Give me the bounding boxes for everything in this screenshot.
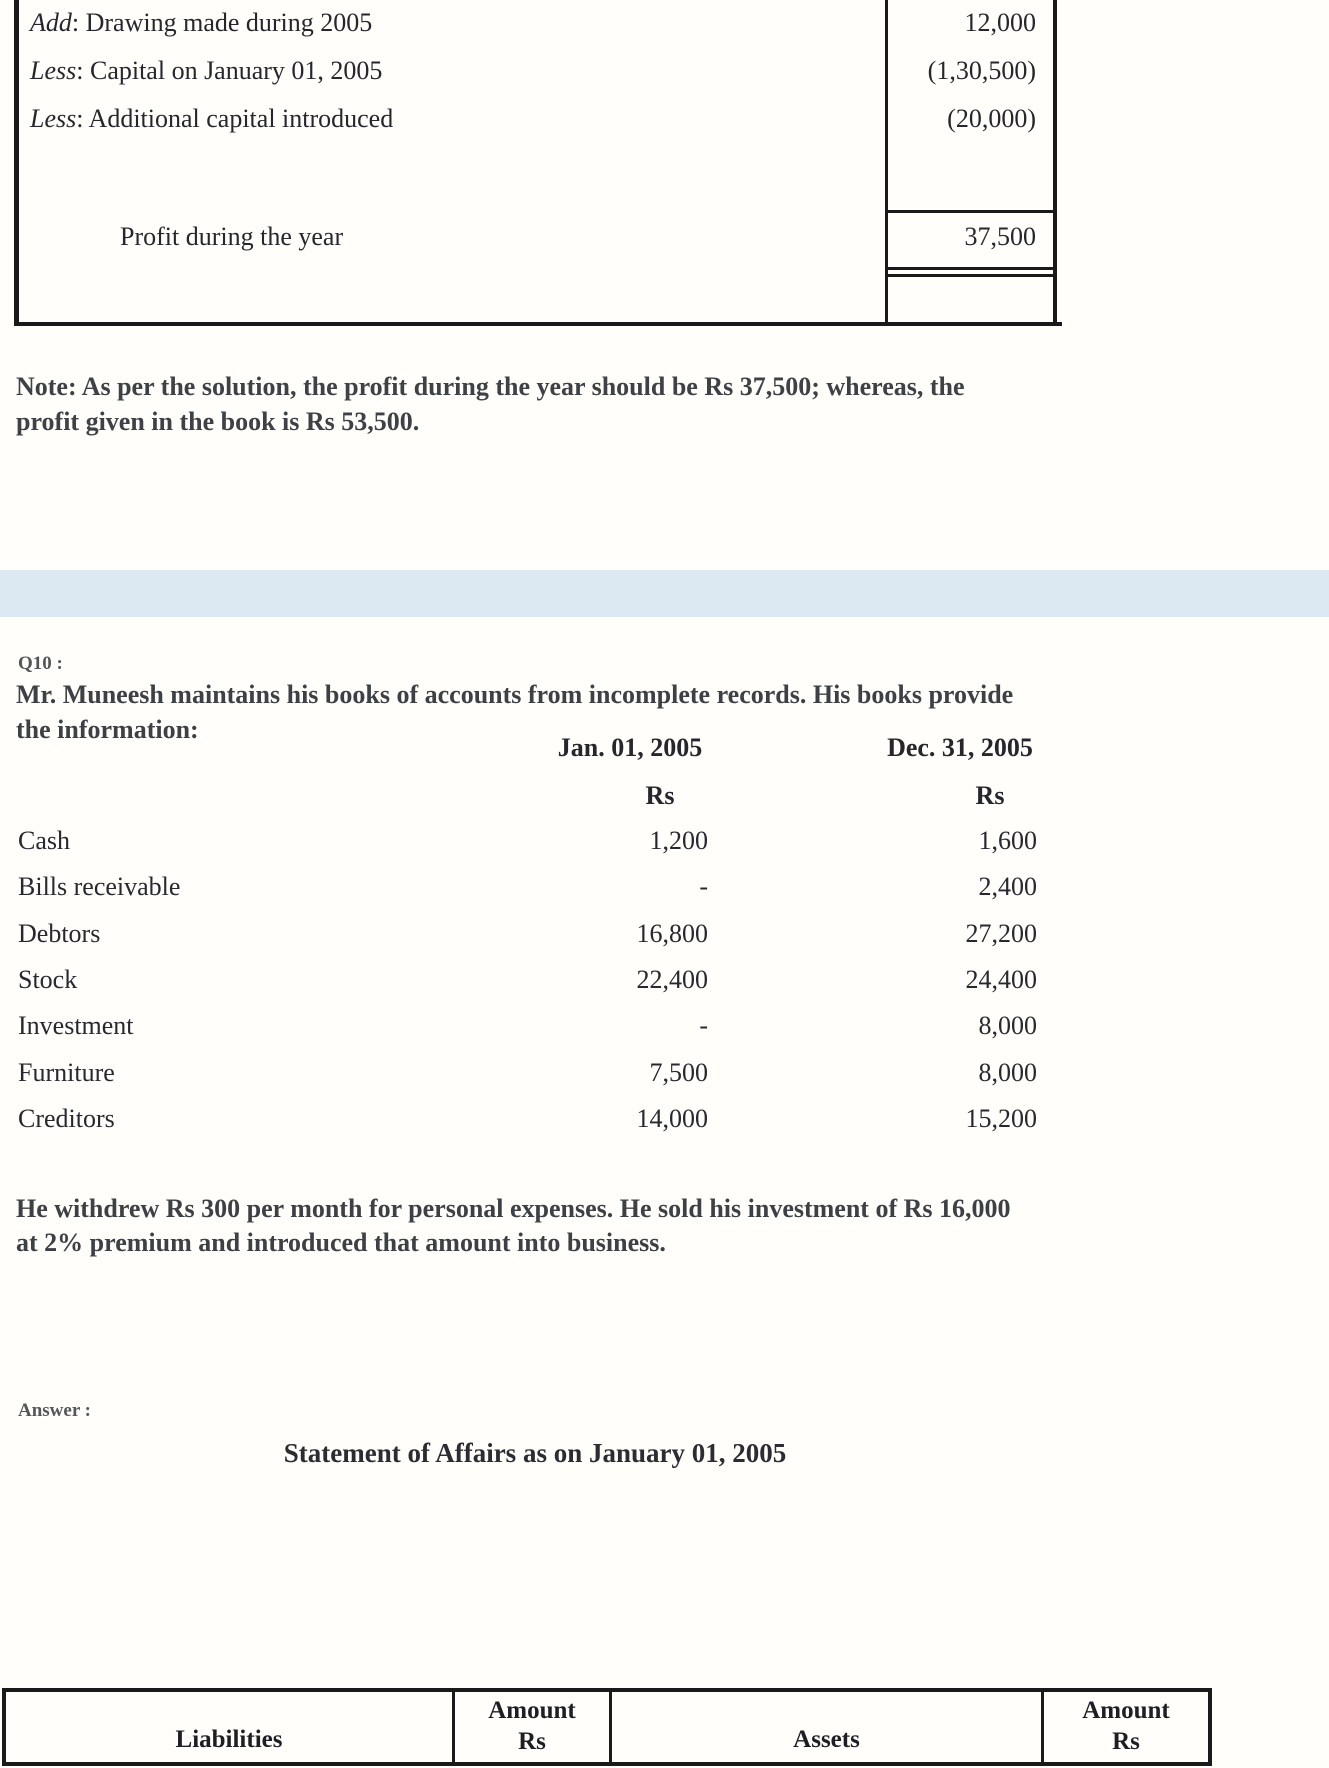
row-text: : Capital on January 01, 2005 [76,56,383,85]
info-row-jan-value: - [699,1011,708,1040]
info-row-label: Furniture [18,1058,115,1087]
info-row-label: Stock [18,965,78,994]
info-row-jan-value: 16,800 [636,919,708,948]
header-amount-rs-left [455,1695,609,1758]
solution-row-label [30,56,382,86]
solution-row-label [30,104,393,134]
info-row-label: Investment [18,1011,134,1040]
question-number: Q10 : [18,653,63,674]
statement-header-amount-left-cell [452,1692,609,1762]
solution-row-amount: (20,000) [947,104,1036,133]
info-row-jan-value: - [699,872,708,901]
info-row-label: Cash [18,826,70,855]
amount-column-rule-bottom-2 [885,274,1057,277]
info-row-dec-value: 27,200 [965,919,1037,948]
profit-row-label: Profit during the year [120,222,344,251]
row-text: : Drawing made during 2005 [71,8,373,37]
info-row-dec-value: 8,000 [978,1011,1037,1040]
info-row-jan-value: 1,200 [649,826,708,855]
header-amount-rs-right [1044,1695,1208,1758]
info-row-dec-value: 24,400 [965,965,1037,994]
solution-row-label [30,8,372,38]
section-separator-band [0,570,1329,617]
column-header-dec: Dec. 31, 2005 [887,733,1033,762]
info-row-label: Creditors [18,1104,115,1133]
currency-header-dec: Rs [975,781,1005,810]
row-prefix: Add [30,8,72,37]
profit-row-amount: 37,500 [964,222,1036,251]
header-rs-left: Rs [518,1728,546,1756]
statement-title: Statement of Affairs as on January 01, 2005 [283,1438,787,1468]
header-amount-left: Amount [488,1697,576,1724]
note-text-line1: Note: As per the solution, the profit during the year should be Rs 37,500; whereas, the [16,372,965,401]
solution-row-amount: 12,000 [964,8,1036,37]
currency-header-jan: Rs [645,781,675,810]
note-text-line2: profit given in the book is Rs 53,500. [16,407,420,436]
header-rs-right: Rs [1112,1728,1140,1756]
solution-row-amount: (1,30,500) [927,56,1036,85]
statement-header-assets-cell [609,1692,1041,1762]
statement-header-liabilities-cell [6,1692,452,1762]
row-text: : Additional capital introduced [76,104,394,133]
info-row-dec-value: 1,600 [978,826,1037,855]
header-assets: Assets [793,1726,860,1753]
additional-info-line1: He withdrew Rs 300 per month for personal expenses. He sold his investment of Rs 16,000 [16,1194,1011,1223]
answer-label: Answer : [18,1400,92,1421]
info-row-dec-value: 15,200 [965,1104,1037,1133]
statement-header-amount-right-cell [1041,1692,1208,1762]
row-prefix: Less [30,56,77,85]
question-text-line2: the information: [16,715,199,744]
info-row-jan-value: 7,500 [649,1058,708,1087]
info-row-label: Debtors [18,919,101,948]
info-row-jan-value: 14,000 [636,1104,708,1133]
info-row-jan-value: 22,400 [636,965,708,994]
statement-table [2,1688,1212,1766]
amount-column-rule-bottom-1 [885,267,1057,270]
question-text-line1: Mr. Muneesh maintains his books of accounts from incomplete records. His books provide [16,680,1014,709]
column-header-jan: Jan. 01, 2005 [557,733,703,762]
header-liabilities: Liabilities [175,1726,283,1753]
info-row-label: Bills receivable [18,872,181,901]
row-prefix: Less [30,104,77,133]
solution-table-amount-column [885,0,1057,326]
info-row-dec-value: 2,400 [978,872,1037,901]
additional-info-line2: at 2% premium and introduced that amount into business. [16,1228,666,1257]
header-amount-right: Amount [1082,1697,1170,1724]
amount-column-rule-top [885,210,1057,213]
info-row-dec-value: 8,000 [978,1058,1037,1087]
